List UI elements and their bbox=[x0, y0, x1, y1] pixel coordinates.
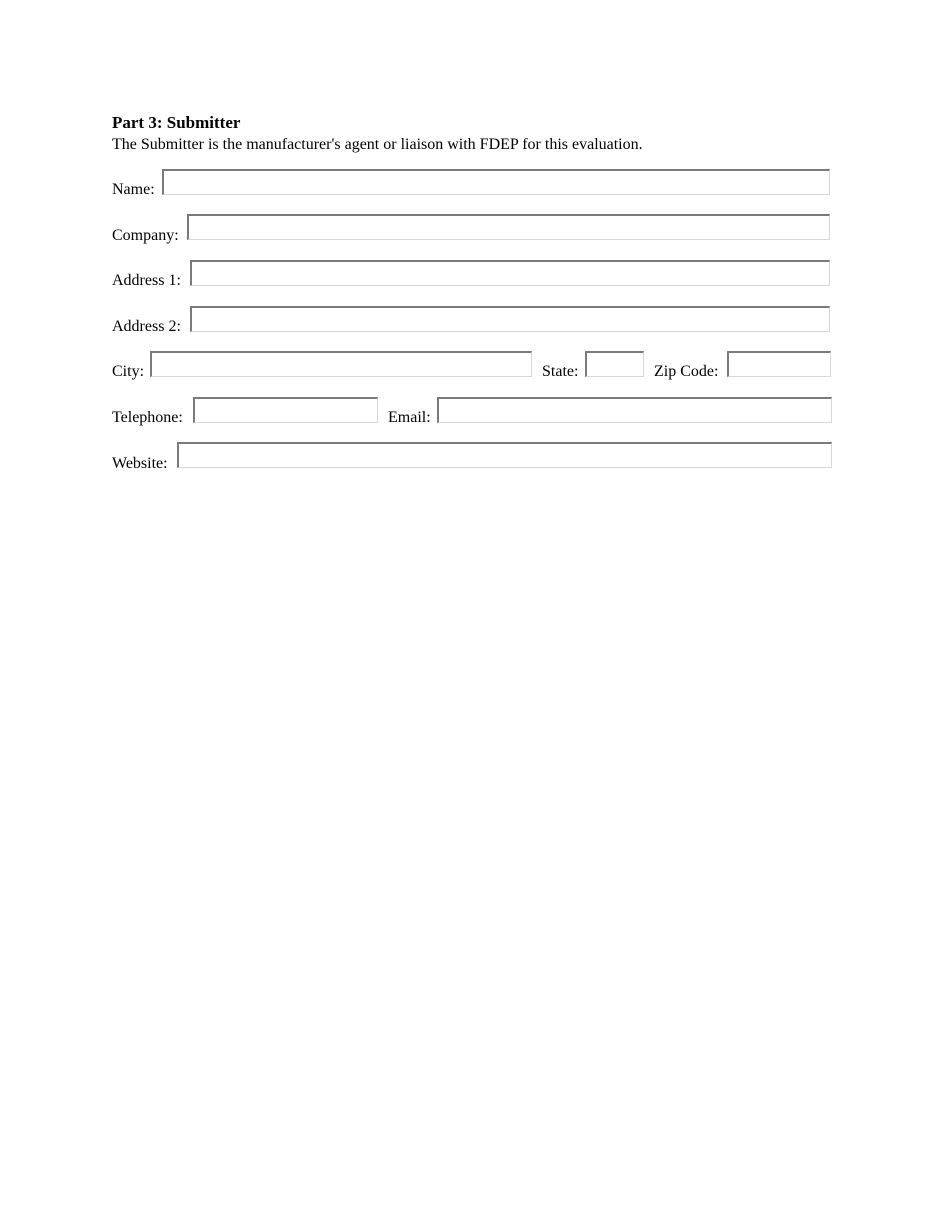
name-input[interactable] bbox=[162, 169, 830, 195]
address2-label: Address 2: bbox=[112, 318, 181, 335]
state-input[interactable] bbox=[585, 351, 644, 377]
zip-label: Zip Code: bbox=[654, 363, 719, 380]
name-label: Name: bbox=[112, 181, 155, 198]
email-input[interactable] bbox=[437, 397, 832, 423]
email-label: Email: bbox=[388, 409, 431, 426]
section-title: Part 3: Submitter bbox=[112, 113, 241, 132]
telephone-input[interactable] bbox=[193, 397, 378, 423]
city-label: City: bbox=[112, 363, 145, 380]
website-label: Website: bbox=[112, 455, 168, 472]
address2-input[interactable] bbox=[190, 306, 830, 332]
city-input[interactable] bbox=[150, 351, 532, 377]
address1-input[interactable] bbox=[190, 260, 830, 286]
zip-input[interactable] bbox=[727, 351, 831, 377]
section-description: The Submitter is the manufacturer's agent or liaison with FDEP for this evaluation. bbox=[112, 136, 643, 153]
address1-label: Address 1: bbox=[112, 272, 181, 289]
telephone-label: Telephone: bbox=[112, 409, 183, 426]
company-label: Company: bbox=[112, 227, 179, 244]
website-input[interactable] bbox=[177, 442, 832, 468]
state-label: State: bbox=[542, 363, 579, 380]
company-input[interactable] bbox=[187, 214, 830, 240]
